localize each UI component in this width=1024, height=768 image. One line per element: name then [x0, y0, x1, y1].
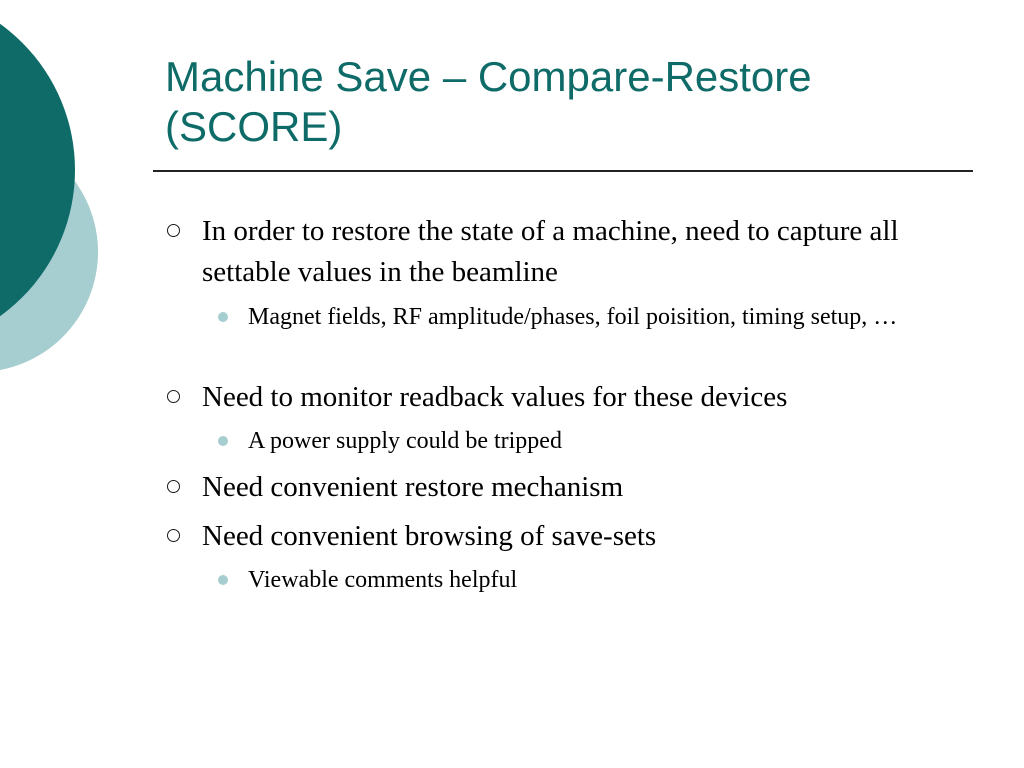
filled-dot-bullet-icon — [218, 312, 228, 322]
sub-bullet-text: A power supply could be tripped — [248, 428, 562, 454]
filled-dot-bullet-icon — [218, 575, 228, 585]
filled-dot-bullet-icon — [218, 436, 228, 446]
hollow-circle-bullet-icon — [167, 529, 180, 542]
hollow-circle-bullet-icon — [167, 480, 180, 493]
sub-bullet-text: Viewable comments helpful — [248, 567, 518, 593]
bullet-item — [202, 377, 902, 418]
bullet-text: Need to monitor readback values for these devices — [202, 381, 788, 413]
bullet-text: In order to restore the state of a machine, need to capture all settable values in the beamline — [202, 215, 899, 288]
sub-bullet-item — [248, 300, 928, 335]
slide-title: Machine Save – Compare-Restore (SCORE) — [165, 53, 812, 150]
bullet-item — [202, 211, 902, 293]
bullet-item — [202, 467, 902, 508]
bullet-text: Need convenient browsing of save-sets — [202, 520, 657, 552]
sub-bullet-text: Magnet fields, RF amplitude/phases, foil poisition, timing setup, … — [248, 304, 898, 330]
sub-bullet-item — [248, 563, 928, 598]
hollow-circle-bullet-icon — [167, 224, 180, 237]
hollow-circle-bullet-icon — [167, 390, 180, 403]
sub-bullet-item — [248, 424, 928, 459]
bullet-text: Need convenient restore mechanism — [202, 471, 624, 503]
bullet-item — [202, 516, 902, 557]
